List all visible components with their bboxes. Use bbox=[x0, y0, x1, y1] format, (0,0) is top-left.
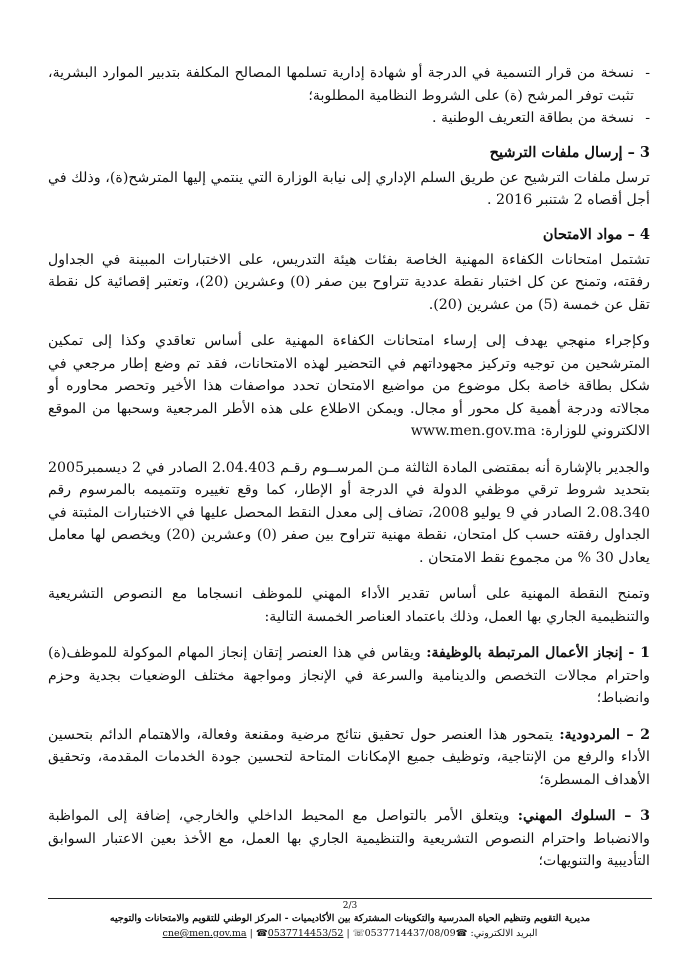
email-label: البريد الالكتروني: bbox=[470, 928, 538, 939]
footer-fax: 0537714437/08/09 bbox=[364, 928, 456, 939]
criterion-2 bbox=[48, 724, 650, 792]
criterion-number: 2 – bbox=[619, 726, 650, 743]
criterion-text: ويتعلق الأمر بالتواصل مع المحيط الداخلي والخارجي، إضافة إلى المواظبة والانضباط واحترام النصوص التشريعية والتنظيمية الجاري بها العمل، مع الأخذ بعين الاعتبار السوابق التأديبية والتنويهات؛ bbox=[48, 808, 650, 869]
criterion-text: يتمحور هذا العنصر حول تحقيق نتائج مرضية ومقنعة وفعالة، والاهتمام الدائم بتحسين الأداء والرفع من الإنتاجية، وتوظيف جميع الإمكانات المتاحة لتحسين جودة الخدمات المقدمة، وتحقيق الأهداف المسطرة؛ bbox=[48, 726, 650, 788]
footer-contact: البريد الالكتروني: ☎cne@men.gov.ma | ☎0537714453/52 | ☏0537714437/08/09 bbox=[162, 928, 538, 939]
criterion-text: ويقاس في هذا العنصر إتقان إنجاز المهام الموكولة للموظف(ة) واحترام مجالات التخصص والدينامية والسرعة في الإنجاز ومواجهة مختلف الوضعيات بجدية وحزم وانضباط؛ bbox=[48, 645, 650, 706]
criterion-number: 3 – bbox=[615, 808, 650, 824]
footer-divider bbox=[48, 898, 652, 899]
criterion-3 bbox=[48, 805, 650, 873]
exam-paragraph-4: وتمنح النقطة المهنية على أساس تقدير الأداء المهني للموظف انسجاما مع النصوص التشريعية والتنظيمية الجاري بها العمل، وذلك باعتماد العناصر الخمسة التالية: bbox=[48, 586, 650, 625]
criterion-1 bbox=[48, 642, 650, 710]
bullet-text: نسخة من قرار التسمية في الدرجة أو شهادة إدارية تسلمها المصالح المكلفة بتدبير الموارد البشرية، تثبت توفر المرشح (ة) على الشروط النظامية المطلوبة؛ bbox=[48, 65, 634, 104]
section-4-title: 4 – مواد الامتحان bbox=[542, 225, 650, 243]
exam-paragraph-1: تشتمل امتحانات الكفاءة المهنية الخاصة بفئات هيئة التدريس، على الاختبارات المبينة في الجداول رفقته، وتمنح عن كل اختبار نقطة عددية تتراوح بين صفر (0) وعشرين (20)، وتعتبر إقصائية كل نقطة تقل عن خمسة (5) من عشرين (20). bbox=[48, 251, 650, 313]
page-number: 2/3 bbox=[342, 901, 358, 911]
phone-icon: ☎ bbox=[255, 928, 268, 939]
footer-directorate: مديرية التقويم وتنظيم الحياة المدرسية والتكوينات المشتركة بين الأكاديميات - المركز الوطني للتقويم والامتحانات والتوجيه bbox=[109, 913, 591, 924]
criterion-title: إنجاز الأعمال المرتبطة بالوظيفة: bbox=[426, 645, 623, 661]
criterion-title: المردودية: bbox=[559, 726, 620, 743]
criterion-title: السلوك المهني: bbox=[517, 808, 616, 824]
section-3-title: 3 – إرسال ملفات الترشيح bbox=[489, 143, 650, 161]
fax-icon: ☏ bbox=[352, 928, 365, 939]
footer-email[interactable]: cne@men.gov.ma bbox=[162, 928, 247, 939]
list-item: - نسخة من بطاقة التعريف الوطنية . bbox=[48, 107, 650, 130]
exam-paragraph-2-text: وكإجراء منهجي يهدف إلى إرساء امتحانات الكفاءة المهنية على أساس تعاقدي وكذا إلى تمكين المترشحين من توجيه وتركيز مجهوداتهم في التحضير لهذه الامتحانات، فقد تم وضع إطار مرجعي في شكل بطاقة خاصة بكل موضوع من مواضيع الامتحان تحدد مواصفات هذا الأخير وتحصر محاوره أو مجالاته ودرجة أهمية كل محور أو مجال. ويمكن الاطلاع على هذه الأطر المرجعية وسحبها من الموقع الالكتروني للوزارة: bbox=[48, 333, 650, 439]
criterion-number: 1 - bbox=[622, 645, 650, 661]
list-item: - نسخة من قرار التسمية في الدرجة أو شهادة إدارية تسلمها المصالح المكلفة بتدبير الموارد البشرية، تثبت توفر المرشح (ة) على الشروط النظامية المطلوبة؛ bbox=[48, 62, 650, 107]
ministry-website-link[interactable]: www.men.gov.ma bbox=[410, 423, 536, 439]
bullet-text: نسخة من بطاقة التعريف الوطنية . bbox=[431, 110, 634, 126]
section-3-text: ترسل ملفات الترشيح عن طريق السلم الإداري إلى نيابة الوزارة التي ينتمي إليها المترشح(ة)، وذلك في أجل أقصاه 2 شتنبر 2016 . bbox=[48, 169, 650, 208]
page-footer bbox=[48, 898, 652, 942]
footer-phone: 0537714453/52 bbox=[267, 928, 344, 939]
phone-icon: ☎ bbox=[455, 928, 468, 939]
exam-paragraph-2 bbox=[48, 330, 650, 443]
exam-paragraph-3: والجدير بالإشارة أنه بمقتضى المادة الثالثة مـن المرســوم رقـم 2.04.403 الصادر في 2 ديسمبر2005 بتحديد شروط ترقي موظفي الدولة في الدرجة أو الإطار، كما وقع تغييره وتتميمه بالمرسوم رقم 2.08.340 الصادر في 9 يوليو 2008، تضاف إلى معدل النقط المحصل عليها في الاختبارات المثبتة في الجداول رفقته حسب كل امتحان، نقطة مهنية تتراوح بين صفر (0) وعشرين (20) ويخصص لها معامل يعادل 30 % من مجموع نقط الامتحان . bbox=[48, 459, 650, 566]
